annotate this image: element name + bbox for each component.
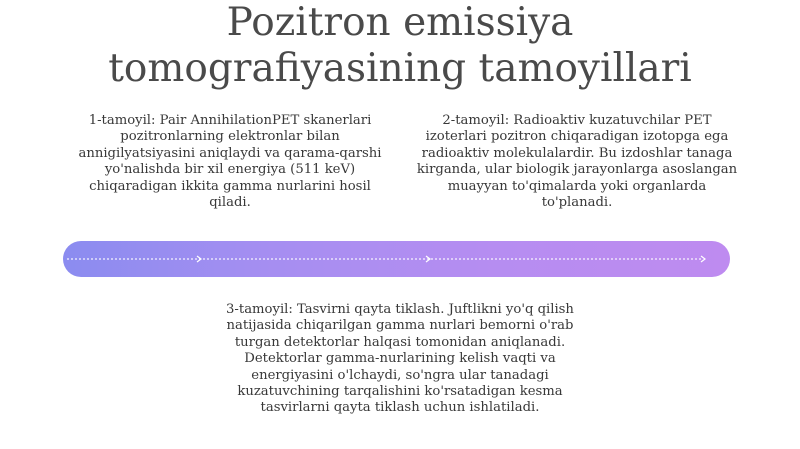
timeline-arrows (63, 241, 730, 277)
principle-1-text: 1-tamoyil: Pair AnnihilationPET skanerlari pozitronlarning elektronlar bilan annigilyatsiyasini aniqlaydi va qarama-qarshi yo'nalishda bir xil energiya (511 keV) chiqaradigan ikkita gamma nurlarini hosil qiladi. (78, 113, 382, 211)
page-title (0, 0, 800, 92)
timeline-bar (63, 241, 730, 277)
principle-3-text: 3-tamoyil: Tasvirni qayta tiklash. Juftlikni yo'q qilish natijasida chiqarilgan gamma nurlari bemorni o'rab turgan detektorlar halqasi tomonidan aniqlanadi. Detektorlar gamma-nurlarining kelish vaqti va energiyasini o'lchaydi, so'ngra ular tanadagi kuzatuvchining tarqalishini ko'rsatadigan kesma tasvirlarni qayta tiklash uchun ishlatiladi. (226, 302, 574, 416)
title-line-2: tomografiyasining tamoyillari (108, 46, 692, 91)
principle-2-text: 2-tamoyil: Radioaktiv kuzatuvchilar PET izoterlari pozitron chiqaradigan izotopga ega radioaktiv molekulalardir. Bu izdoshlar tanaga kirganda, ular biologik jarayonlarga asoslangan muayyan to'qimalarda yoki organlarda to'planadi. (416, 113, 738, 211)
title-line-1: Pozitron emissiya (226, 0, 574, 45)
